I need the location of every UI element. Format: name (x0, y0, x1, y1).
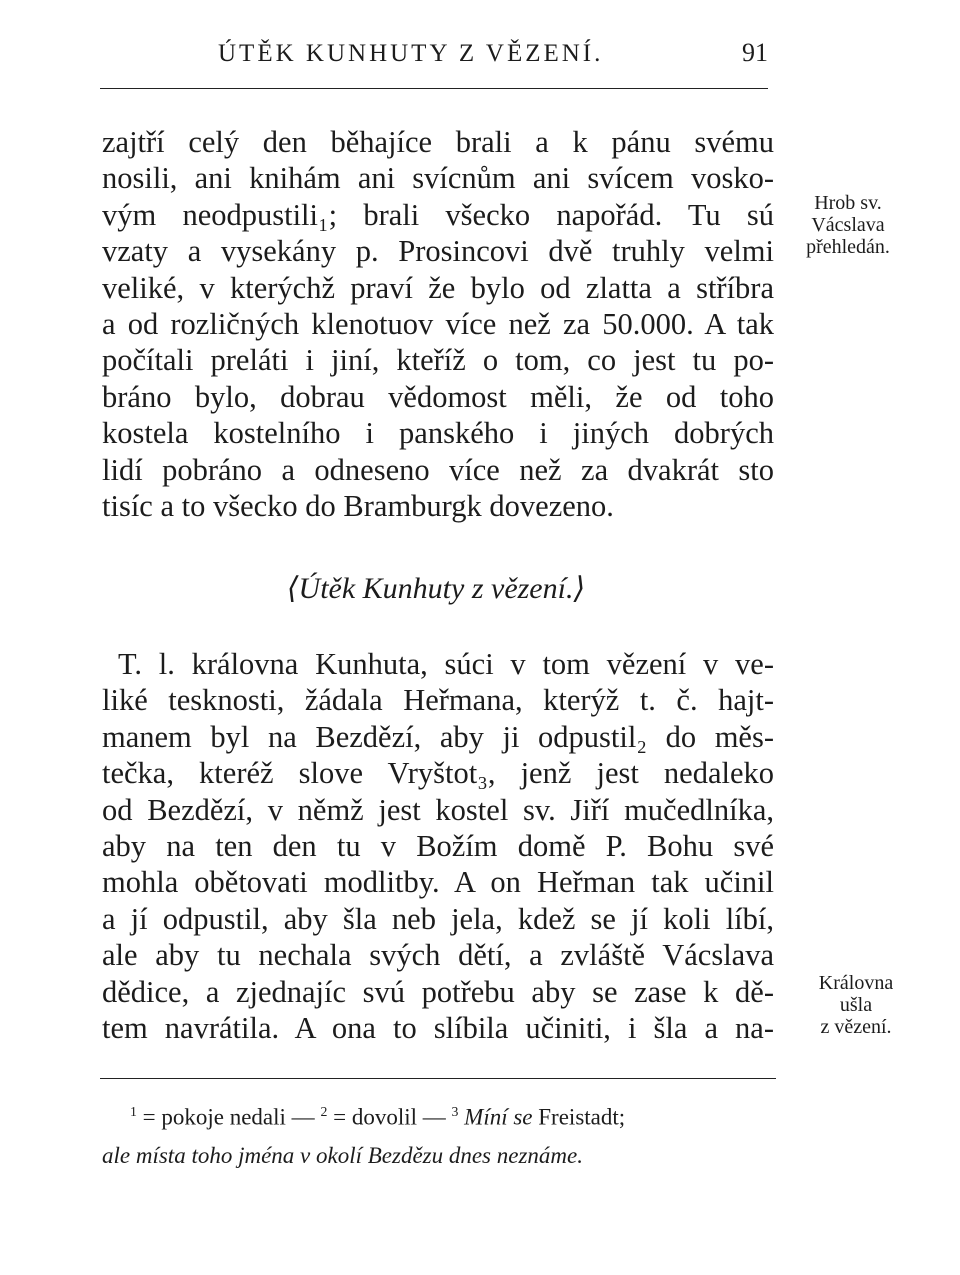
text-line: tem navrátila. A ona to slíbila učiniti, i šla a na- (102, 1010, 774, 1045)
text-line: lidí pobráno a odneseno více než za dvakrát sto (102, 452, 774, 487)
text-line: bráno bylo, dobrau vědomost měli, že od toho (102, 379, 774, 414)
page-number: 91 (742, 38, 768, 67)
section-heading: ⟨Útěk Kunhuty z vězení.⟩ (286, 572, 586, 605)
margin-note-line: z vězení. (820, 1016, 892, 1038)
paragraph-2 (102, 646, 774, 1046)
text-line: veliké, v kterýchž praví že bylo od zlatta a stříbra (102, 270, 774, 305)
text-line: mohla obětovati modlitby. A on Heřman tak učinil (102, 865, 774, 900)
footnote-line (102, 1093, 778, 1137)
margin-note-line: Královna (818, 972, 894, 994)
footnote-text-italic: Míní se (464, 1104, 533, 1130)
header-rule (100, 88, 768, 89)
text-line: tečka, kteréž slove Vryštot₃, jenž jest nedaleko (102, 756, 774, 791)
footnote-text: Freistadt; (538, 1104, 626, 1130)
text-line: liké tesknosti, žádala Heřmana, kterýž t. č. hajt- (102, 683, 774, 718)
text-line: dědice, a zjednajíc svú potřebu aby se zase k dě- (102, 974, 774, 1009)
margin-note-escape (794, 972, 918, 1038)
footnotes (102, 1093, 778, 1175)
footnote-marker: 3 (451, 1104, 459, 1119)
footnote-text: = dovolil — (333, 1104, 446, 1130)
text-line: počítali preláti i jiní, kteříž o tom, co jest tu po- (102, 343, 774, 378)
running-head (100, 36, 768, 76)
text-line: aby na ten den tu v Božím domě P. Bohu své (102, 828, 774, 863)
margin-note-line: Hrob sv. (814, 192, 882, 214)
margin-note-line: ušla (839, 994, 873, 1016)
text-line: kostela kostelního i panského i jiných dobrých (102, 416, 774, 451)
margin-note-line: Vácslava (811, 214, 885, 236)
footnote-rule (100, 1078, 776, 1079)
margin-note-grave (786, 192, 910, 258)
text-line: zajtří celý den běhajíce brali a k pánu svému (102, 125, 774, 159)
text-line: od Bezdězí, v němž jest kostel sv. Jiří mučedlníka, (102, 792, 774, 827)
text-line: ale aby tu nechala svých dětí, a zvláště Vácslava (102, 938, 774, 973)
text-line: manem byl na Bezdězí, aby ji odpustil₂ do měs- (102, 719, 774, 754)
text-line: T. l. královna Kunhuta, súci v tom vězení v ve- (118, 647, 774, 681)
footnote-continuation: ale místa toho jména v okolí Bezdězu dnes neznáme. (102, 1142, 583, 1168)
text-line: a od rozličných klenotuov více než za 50.000. A tak (102, 306, 774, 341)
text-line: tisíc a to všecko do Bramburgk dovezeno. (102, 488, 614, 523)
paragraph-1 (102, 124, 774, 524)
text-line: nosili, ani knihám ani svícnům ani svícem vosko- (102, 161, 774, 196)
footnote-text: = pokoje nedali — (142, 1104, 315, 1130)
text-line: vzaty a vysekány p. Prosincovi dvě truhly velmi (102, 234, 774, 269)
footnote-marker: 1 (130, 1104, 137, 1119)
margin-note-line: přehledán. (806, 236, 890, 258)
footnote-marker: 2 (320, 1104, 328, 1119)
running-head-title: ÚTĚK KUNHUTY Z VĚZENÍ. (218, 40, 604, 67)
text-line: vým neodpustili₁; brali všecko napořád. Tu sú (102, 197, 774, 232)
text-line: a jí odpustil, aby šla neb jela, kdež se jí koli líbí, (102, 901, 774, 936)
